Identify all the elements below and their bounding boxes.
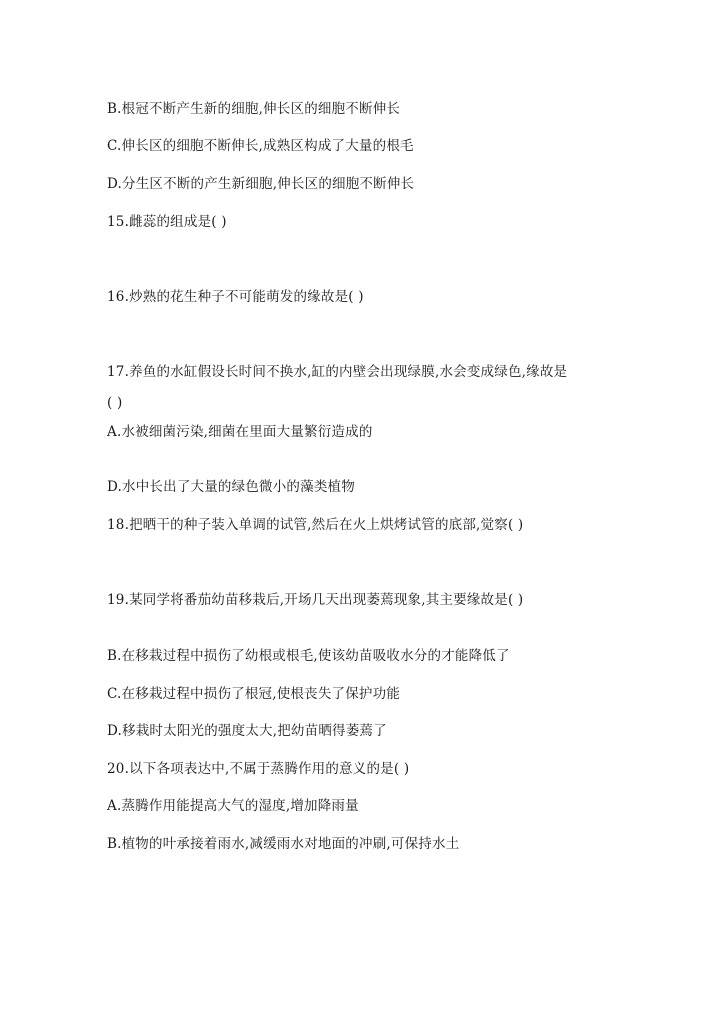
question-17-blank: ( ) bbox=[107, 395, 123, 411]
question-16: 16.炒熟的花生种子不可能萌发的缘故是( ) bbox=[107, 289, 364, 305]
option-d-q14: D.分生区不断的产生新细胞,伸长区的细胞不断伸长 bbox=[107, 176, 415, 192]
option-d-q19: D.移栽时太阳光的强度太大,把幼苗晒得萎蔫了 bbox=[107, 723, 387, 739]
question-19: 19.某同学将番茄幼苗移栽后,开场几天出现萎蔫现象,其主要缘故是( ) bbox=[107, 592, 524, 608]
option-c-q19: C.在移栽过程中损伤了根冠,使根丧失了保护功能 bbox=[107, 686, 401, 702]
option-d-q17: D.水中长出了大量的绿色微小的藻类植物 bbox=[107, 479, 355, 495]
question-15: 15.雌蕊的组成是( ) bbox=[107, 214, 227, 230]
option-a-q17: A.水被细菌污染,细菌在里面大量繁衍造成的 bbox=[107, 424, 373, 440]
option-b-q19: B.在移栽过程中损伤了幼根或根毛,使该幼苗吸收水分的才能降低了 bbox=[107, 648, 510, 664]
option-b-q14: B.根冠不断产生新的细胞,伸长区的细胞不断伸长 bbox=[107, 101, 401, 117]
option-b-q20: B.植物的叶承接着雨水,减缓雨水对地面的冲刷,可保持水土 bbox=[107, 836, 460, 852]
question-18: 18.把晒干的种子装入单调的试管,然后在火上烘烤试管的底部,觉察( ) bbox=[107, 517, 524, 533]
question-20: 20.以下各项表达中,不属于蒸腾作用的意义的是( ) bbox=[107, 761, 410, 777]
option-a-q20: A.蒸腾作用能提高大气的湿度,增加降雨量 bbox=[107, 798, 359, 814]
option-c-q14: C.伸长区的细胞不断伸长,成熟区构成了大量的根毛 bbox=[107, 138, 414, 154]
question-17: 17.养鱼的水缸假设长时间不换水,缸的内壁会出现绿膜,水会变成绿色,缘故是 bbox=[107, 364, 568, 380]
